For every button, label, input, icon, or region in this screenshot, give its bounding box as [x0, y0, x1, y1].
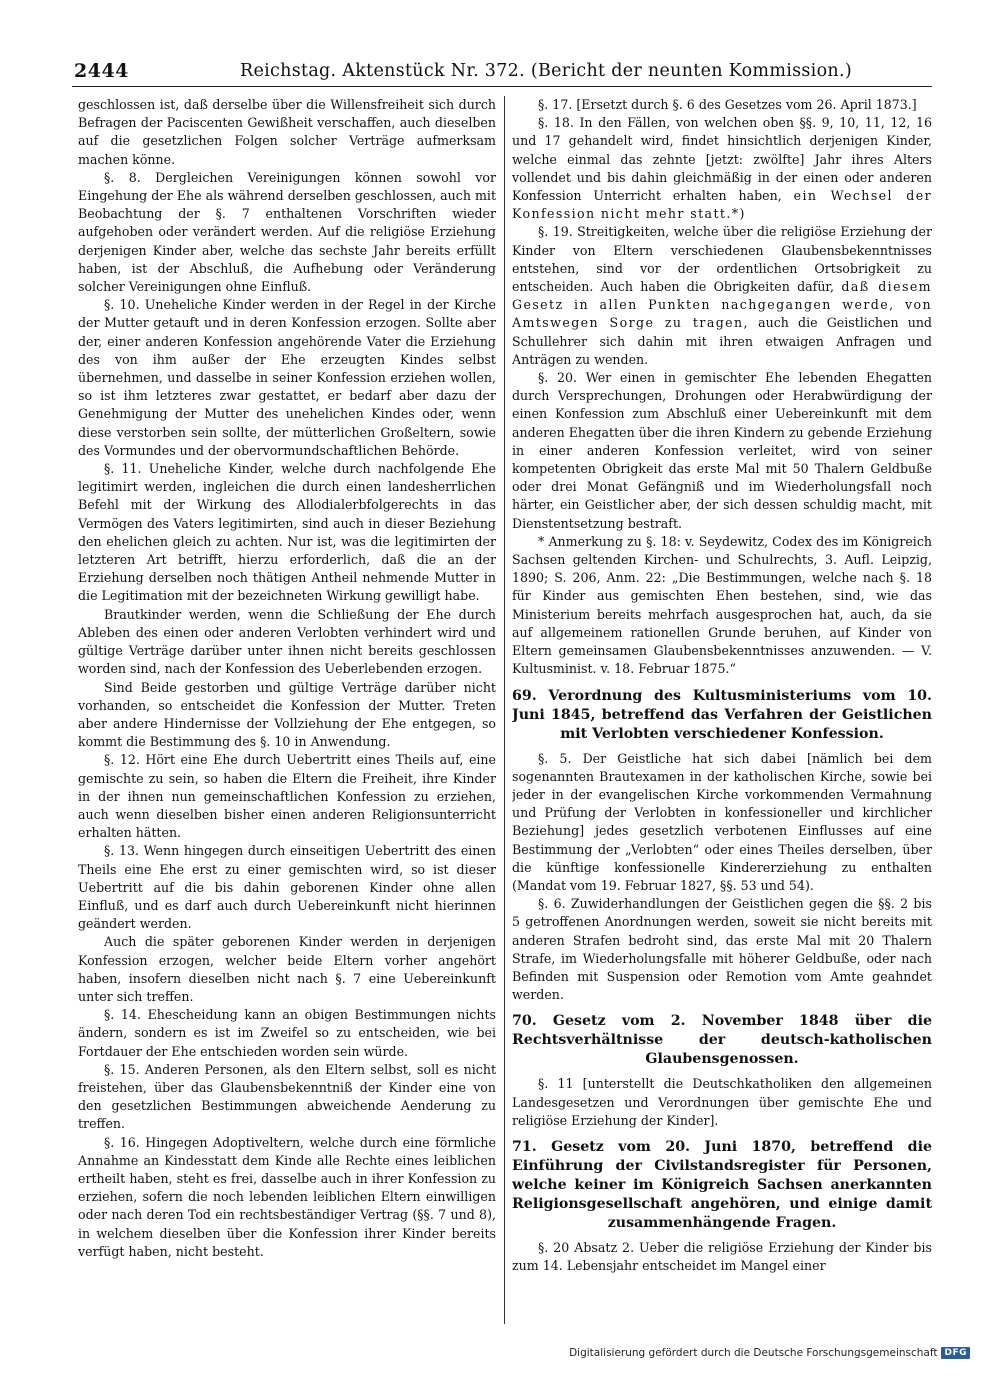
column-divider [504, 96, 505, 1324]
right-paragraph-4: §. 20. Wer einen in gemischter Ehe lebenden Ehegatten durch Versprechungen, Drohungen oder Herabwürdigung der einen Konfession zum Abschluß einer Uebereinkunft mit dem anderen Ehegatten über die ihren Kindern zu gebende Erziehung in einer anderen Konfession verleitet, wird von seiner kompetenten Obrigkeit das erste Mal mit 50 Thalern Geldbuße oder drei Monat Gefängniß und im Wiederholungsfall noch härter, ein Geistlicher aber, der sich dessen schuldig macht, mit Dienstentsetzung bestraft. [512, 370, 932, 531]
right-paragraph-3-text-c: auch die Geistlichen und Schullehrer sich dahin mit ihren etwaigen Anfragen und Anträgen zu wenden. [512, 315, 932, 367]
section-heading-69: 69. Verordnung des Kultusministeriums vom 10. Juni 1845, betreffend das Verfahren der Geistlichen mit Verlobten verschiedener Konfession. [512, 687, 932, 742]
running-title: Reichstag. Aktenstück Nr. 372. (Bericht der neunten Kommission.) [240, 61, 852, 81]
right-paragraph-2 [512, 114, 932, 223]
left-paragraph-5: Brautkinder werden, wenn die Schließung der Ehe durch Ableben des einen oder anderen Verlobten verhindert wird und gültige Verträge darüber unter ihnen nicht bereits geschlossen worden sind, nach der Konfession des Ueberlebenden erzogen. [78, 606, 496, 677]
left-paragraph-2: §. 8. Dergleichen Vereinigungen können sowohl vor Eingehung der Ehe als während derselben geschlossen, auch mit Beobachtung der §. 7 enthaltenen Vorschriften wieder aufgehoben oder verändert werden. Auf die religiöse Erziehung derjenigen Kinder aber, welche das sechste Jahr bereits erfüllt haben, ist der Abschluß, die Aufhebung oder Veränderung solcher Vereinigungen ohne Einfluß. [78, 169, 496, 295]
left-paragraph-9: Auch die später geborenen Kinder werden in derjenigen Konfession erzogen, welcher beide Eltern vorher angehört haben, insofern dieselben nicht nach §. 7 eine Uebereinkunft unter sich treffen. [78, 934, 496, 1004]
right-paragraph-3-spaced: daß diesem Gesetz in allen Punkten nachgegangen werde, von Amtswegen Sorge zu tragen, [512, 279, 932, 331]
left-paragraph-3: §. 10. Uneheliche Kinder werden in der Regel in der Kirche der Mutter getauft und in deren Konfession erzogen. Sollte aber der, einer anderen Konfession angehörende Vater die Erziehung des von ihm außer der Ehe erzeugten Kindes selbst übernehmen, und dasselbe in seiner Konfession erziehen wollen, so ist ihm letzteres zwar gestattet, er bedarf aber dazu der Genehmigung der Mutter des unehelichen Kindes oder, wenn diese verstorben sein sollte, der mütterlichen Großeltern, sowie des Vormundes und der obervormundschaftlichen Behörde. [78, 297, 496, 458]
right-paragraph-5: §. 5. Der Geistliche hat sich dabei [nämlich bei dem sogenannten Brautexamen in der katholischen Kirche, sowie bei jeder in der evangelischen Kirche vorkommenden Vermahnung und Prüfung der Verlobten in konfessioneller und kirchlicher Beziehung] jedes gesetzlich verbotenen Einflusses auf eine Bestimmung der „Verlobten“ oder eines Theiles derselben, über die künftige konfessionelle Kindererziehung zu enthalten (Mandat vom 19. Februar 1827, §§. 53 und 54). [512, 750, 932, 893]
section-heading-71: 71. Gesetz vom 20. Juni 1870, betreffend die Einführung der Civilstandsregister für Personen, welche keiner im Königreich Sachsen anerkannten Religionsgesellschaft angehören, und einige damit zusammenhängende Fragen. [512, 1138, 932, 1231]
right-paragraph-8: §. 20 Absatz 2. Ueber die religiöse Erziehung der Kinder bis zum 14. Lebensjahr entscheidet im Mangel einer [512, 1239, 932, 1274]
right-paragraph-2-text: §. 18. In den Fällen, von welchen oben §§. 9, 10, 11, 12, 16 und 17 gehandelt wird, findet hinsichtlich derjenigen Kinder, welche einmal das zehnte [jetzt: zwölfte] Jahr ihres Alters vollendet und bis dahin gleichmäßig in der einen oder anderen Konfession Unterricht erhalten haben, [512, 115, 932, 204]
right-paragraph-7: §. 11 [unterstellt die Deutschkatholiken den allgemeinen Landesgesetzen und Verordnungen über gemischte Ehe und religiöse Erziehung der Kinder]. [512, 1076, 932, 1128]
right-column [512, 96, 932, 1336]
left-column [78, 96, 496, 1336]
section-heading-70: 70. Gesetz vom 2. November 1848 über die Rechtsverhältnisse der deutsch-katholischen Glaubensgenossen. [512, 1013, 932, 1068]
right-paragraph-3-text-a: §. 19. Streitigkeiten, welche über die religiöse Erziehung der Kinder von Eltern verschiedenen Glaubensbekenntnisses entstehen, sind vor der ordentlichen Ortsobrigkeit zu entscheiden. Auch haben die Obrigkeiten dafür, [512, 224, 932, 295]
page-number: 2444 [74, 60, 129, 82]
right-paragraph-1: §. 17. [Ersetzt durch §. 6 des Gesetzes vom 26. April 1873.] [538, 97, 917, 112]
footnote-annotation: * Anmerkung zu §. 18: v. Seydewitz, Codex des im Königreich Sachsen geltenden Kirchen- und Schulrechts, 3. Aufl. Leipzig, 1890; S. 206, Anm. 22: „Die Bestimmungen, welche nach §. 18 für Kinder aus gemischten Ehen bestehen, sind, wie das Ministerium bereits mehrfach ausgesprochen hat, auch, da sie auf allgemeinem rationellen Grunde beruhen, auf Kinder von Eltern gemeinsamen Glaubensbekenntnisses anzuwenden. — V. Kultusminist. v. 18. Februar 1875.“ [512, 533, 932, 677]
left-paragraph-11: §. 15. Anderen Personen, als den Eltern selbst, soll es nicht freistehen, über das Glaubensbekenntniß der Kinder eine von den gesetzlichen Bestimmungen abweichende Aenderung zu treffen. [78, 1061, 496, 1132]
left-paragraph-1: geschlossen ist, daß derselbe über die Willensfreiheit sich durch Befragen der Paciscenten Gewißheit verschaffen, auch dieselben auf die gesetzlichen Folgen solcher Verträge aufmerksam machen könne. [78, 97, 496, 167]
left-paragraph-7: §. 12. Hört eine Ehe durch Uebertritt eines Theils auf, eine gemischte zu sein, so haben die Eltern die Freiheit, ihre Kinder in der ihnen nun gemeinschaftlichen Konfession zu erziehen, auch wenn dieselben bisher einen anderen Religionsunterricht erhalten hätten. [78, 752, 496, 841]
left-paragraph-8: §. 13. Wenn hingegen durch einseitigen Uebertritt des einen Theils eine Ehe erst zu einer gemischten wird, so ist dieser Uebertritt auf die bis dahin geborenen Kinder ohne allen Einfluß, und es darf auch durch Uebereinkunft nicht hierinnen geändert werden. [78, 843, 496, 932]
footer-credit: Digitalisierung gefördert durch die Deutsche Forschungsgemeinschaft [569, 1347, 938, 1359]
left-paragraph-10: §. 14. Ehescheidung kann an obigen Bestimmungen nichts ändern, sondern es ist im Zweifel so zu entscheiden, wie bei Fortdauer der Ehe entschieden worden sein würde. [78, 1007, 496, 1059]
left-paragraph-12: §. 16. Hingegen Adoptiveltern, welche durch eine förmliche Annahme an Kindesstatt dem Kinde alle Rechte eines leiblichen ertheilt haben, steht es frei, dasselbe auch in ihrer Konfession zu erziehen, sofern die noch lebenden leiblichen Eltern einwilligen oder nach deren Tod ein rechtsbeständiger Vertrag (§§. 7 und 8), in welchem dieselben über die Konfession ihrer Kinder bereits verfügt haben, nicht besteht. [78, 1134, 496, 1259]
page-header [72, 58, 932, 87]
right-paragraph-3 [512, 223, 932, 369]
left-paragraph-4: §. 11. Uneheliche Kinder, welche durch nachfolgende Ehe legitimirt werden, ingleichen die durch einen landesherrlichen Befehl mit der Wirkung des Allodialerbfolgerechts in das Vermögen des Vaters legitimirten, sind auch in dieser Beziehung den ehelichen gleich zu achten. Nur ist, was die legitimirten der letzteren Art betrifft, hierzu erforderlich, daß die an der Erziehung derselben noch thätigen Antheil nehmende Mutter in die Legitimation mit der bezeichneten Wirkung gewilligt habe. [78, 461, 496, 604]
left-paragraph-6: Sind Beide gestorben und gültige Verträge darüber nicht vorhanden, so entscheidet die Konfession der Mutter. Treten aber andere Hindernisse der Vollziehung der Ehe entgegen, so kommt die Bestimmung des §. 10 in Anwendung. [78, 679, 496, 750]
right-paragraph-6: §. 6. Zuwiderhandlungen der Geistlichen gegen die §§. 2 bis 5 getroffenen Anordnungen werden, soweit sie nicht bereits mit anderen Strafen bedroht sind, das erste Mal mit 20 Thalern Strafe, im Wiederholungsfalle mit höherer Geldbuße, oder nach Befinden mit Suspension oder Remotion vom Amte geahndet werden. [512, 896, 932, 1003]
page-footer [569, 1347, 970, 1359]
right-paragraph-2-spaced: ein Wechsel der Konfession nicht mehr statt.*) [512, 188, 932, 222]
dfg-logo-icon: DFG [941, 1347, 970, 1359]
